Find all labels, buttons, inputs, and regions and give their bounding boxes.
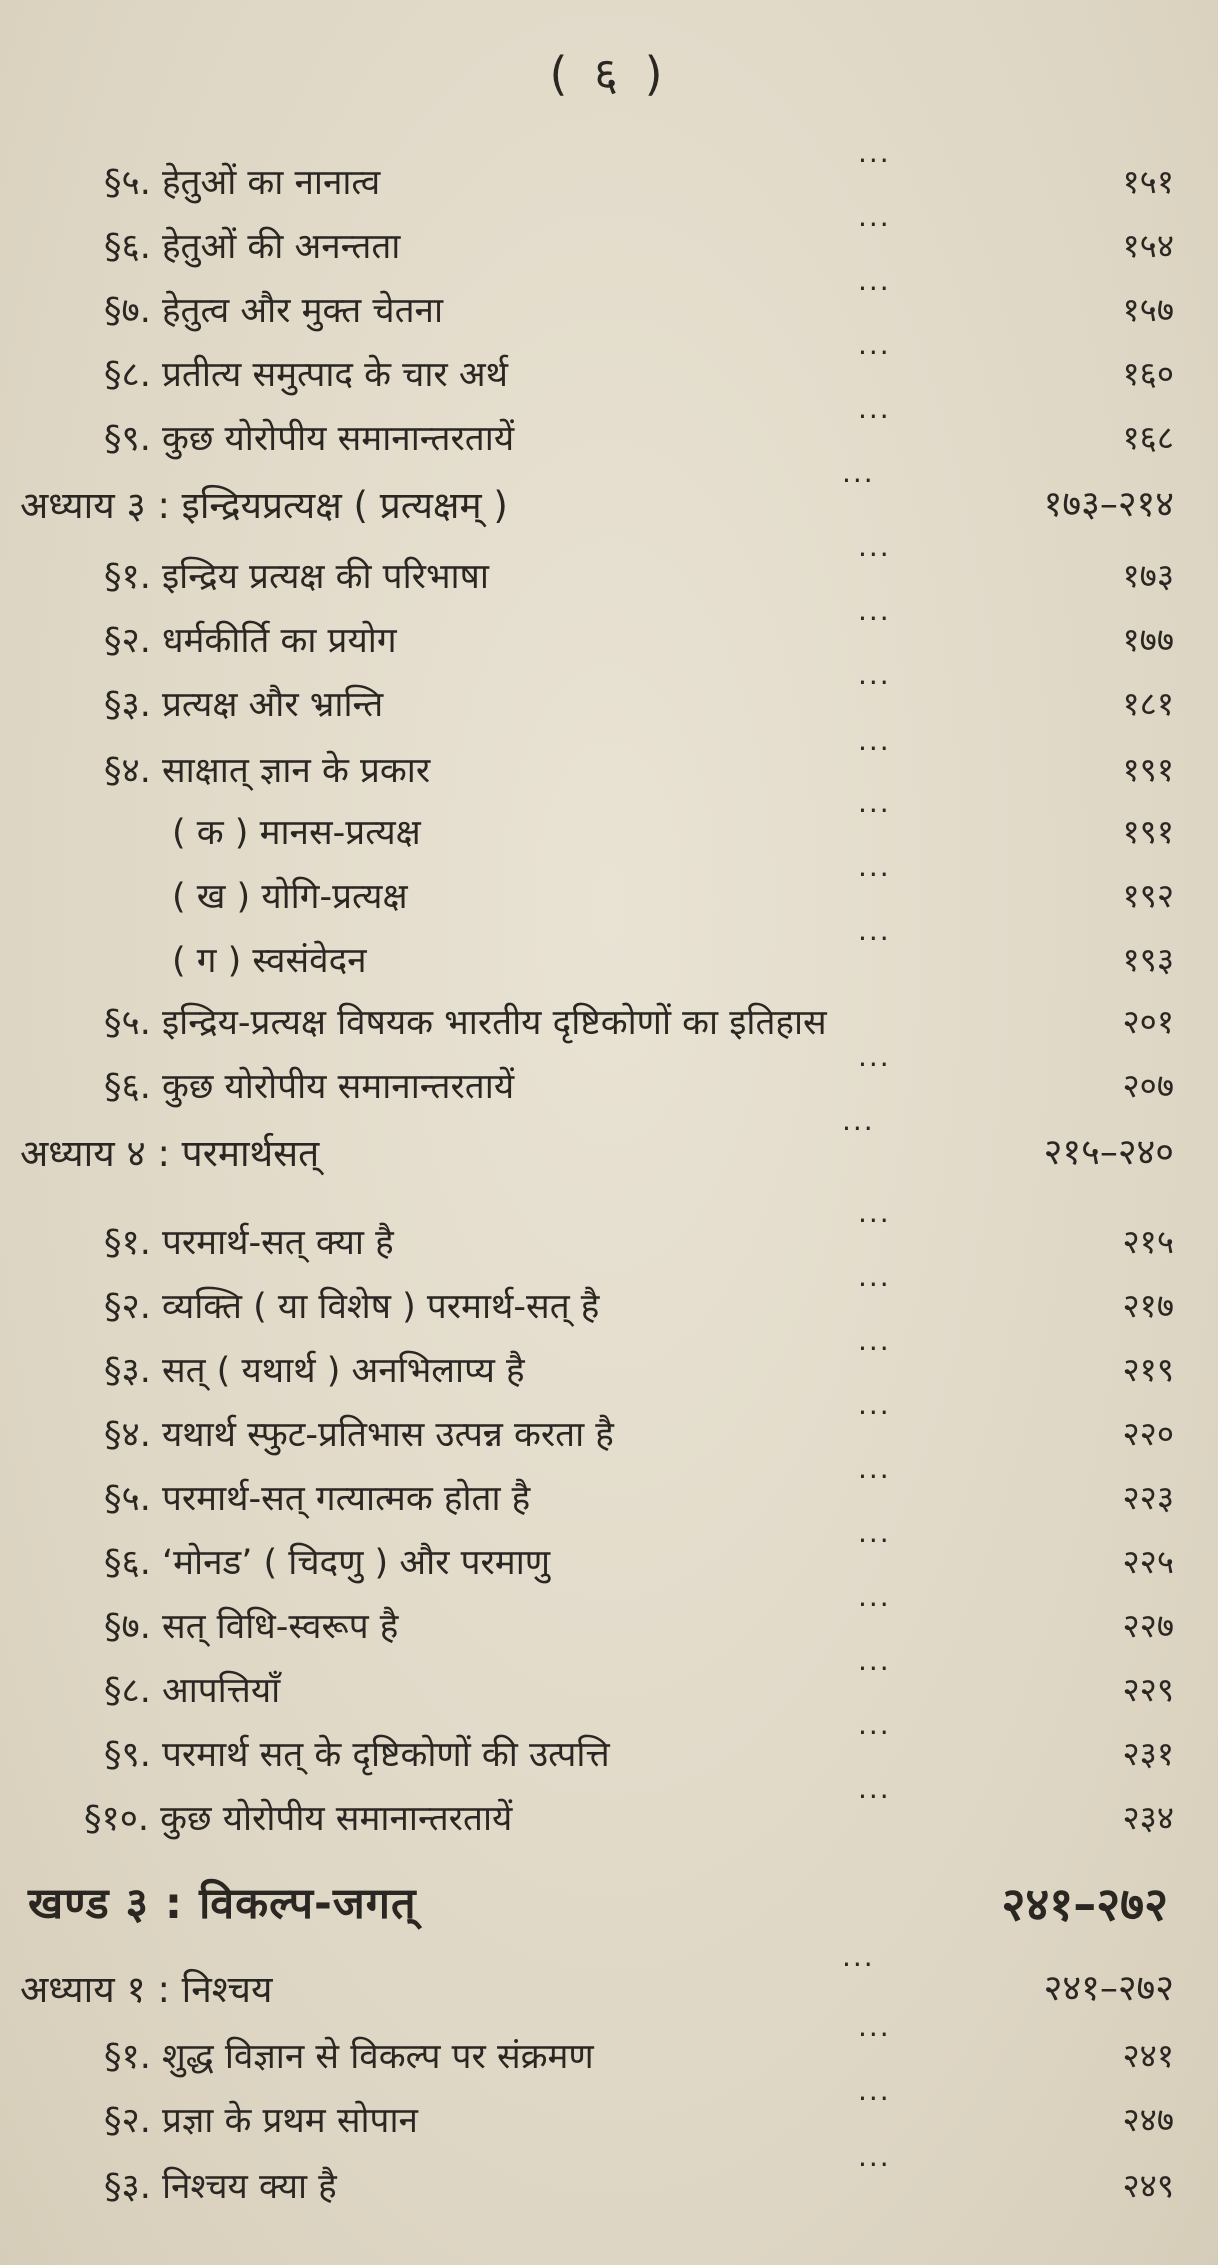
leader-dots: ··· <box>858 1460 891 1493</box>
toc-entry-label: §२. धर्मकीर्ति का प्रयोग <box>104 621 397 661</box>
toc-entry-label: अध्याय ४ : परमार्थसत् <box>20 1132 320 1175</box>
toc-entry <box>0 1872 1218 1931</box>
toc-entry <box>0 336 1218 406</box>
toc-entry <box>0 998 1218 1054</box>
toc-entry <box>0 732 1218 802</box>
toc-entry-label: §८. आपत्तियाँ <box>104 1671 281 1711</box>
toc-entry-label: §६. हेतुओं की अनन्तता <box>104 227 401 267</box>
toc-entry-label: ( क ) मानस-प्रत्यक्ष <box>172 813 421 853</box>
page-ref: २३४ <box>1122 1798 1174 1837</box>
toc-entry-label: §१०. कुछ योरोपीय समानान्तरतायें <box>84 1799 513 1839</box>
leader-dots: ··· <box>858 1588 891 1621</box>
toc-entry <box>0 464 1218 534</box>
page-ref: १९२ <box>1122 876 1174 915</box>
page-ref: २४९ <box>1122 2166 1174 2205</box>
toc-entry <box>0 858 1218 928</box>
leader-dots: ··· <box>858 144 891 177</box>
page-ref: २४१–२७२ <box>1043 1968 1174 2009</box>
leader-dots: ··· <box>858 602 891 635</box>
toc-entry-label: §६. ‘मोनड’ ( चिदणु ) और परमाणु <box>104 1543 551 1583</box>
leader-dots: ··· <box>858 922 891 955</box>
leader-dots: ··· <box>858 538 891 571</box>
page-ref: २२० <box>1122 1414 1174 1453</box>
toc-entry <box>0 208 1218 278</box>
leader-dots: ··· <box>842 1112 875 1145</box>
toc-entry <box>0 602 1218 672</box>
page-ref: १७३–२१४ <box>1043 484 1174 525</box>
toc-entry-label: अध्याय १ : निश्चय <box>20 1968 273 2011</box>
toc-entry <box>0 1588 1218 1658</box>
page-ref: १७७ <box>1122 620 1174 659</box>
toc-entry <box>0 1204 1218 1274</box>
leader-dots: ··· <box>858 1780 891 1813</box>
toc-entry-label: §५. इन्द्रिय-प्रत्यक्ष विषयक भारतीय दृष्टिकोणों का इतिहास <box>104 1003 827 1043</box>
leader-dots: ··· <box>858 208 891 241</box>
leader-dots: ··· <box>858 794 891 827</box>
toc-entry-label: §२. प्रज्ञा के प्रथम सोपान <box>104 2101 418 2141</box>
toc-entry-label: §९. कुछ योरोपीय समानान्तरतायें <box>104 419 515 459</box>
page-ref: १६८ <box>1122 418 1174 457</box>
leader-dots: ··· <box>858 1048 891 1081</box>
toc-entry-label: §२. व्यक्ति ( या विशेष ) परमार्थ-सत् है <box>104 1287 600 1327</box>
page-ref: १८१ <box>1122 684 1174 723</box>
leader-dots: ··· <box>858 732 891 765</box>
page-ref: २१५ <box>1122 1222 1174 1261</box>
leader-dots: ··· <box>858 666 891 699</box>
leader-dots: ··· <box>858 1268 891 1301</box>
leader-dots: ··· <box>858 1204 891 1237</box>
toc-entry <box>0 144 1218 214</box>
toc-entry <box>0 1652 1218 1722</box>
toc-entry-label: §५. हेतुओं का नानात्व <box>104 163 381 203</box>
leader-dots: ··· <box>842 464 875 497</box>
page-ref: २१७ <box>1122 1286 1174 1325</box>
toc-entry <box>0 1332 1218 1402</box>
page-ref: २४१ <box>1122 2036 1174 2075</box>
toc-entry-label: §४. साक्षात् ज्ञान के प्रकार <box>104 751 431 791</box>
leader-dots: ··· <box>858 2082 891 2115</box>
leader-dots: ··· <box>858 1716 891 1749</box>
page-number: ( ६ ) <box>549 47 669 101</box>
page-ref: १६० <box>1122 354 1174 393</box>
leader-dots: ··· <box>842 1948 875 1981</box>
page-ref: २२७ <box>1122 1606 1174 1645</box>
page-ref: २२५ <box>1122 1542 1174 1581</box>
leader-dots: ··· <box>858 400 891 433</box>
page-ref: २२३ <box>1122 1478 1174 1517</box>
toc-entry <box>0 1396 1218 1466</box>
toc-entry-label: §५. परमार्थ-सत् गत्यात्मक होता है <box>104 1479 531 1519</box>
toc-entry <box>0 1780 1218 1850</box>
toc-entry <box>0 1268 1218 1338</box>
toc-entry-label: §१. इन्द्रिय प्रत्यक्ष की परिभाषा <box>104 557 489 597</box>
toc-entry-label: §६. कुछ योरोपीय समानान्तरतायें <box>104 1067 515 1107</box>
leader-dots: ··· <box>858 1396 891 1429</box>
page-ref: १७३ <box>1122 556 1174 595</box>
toc-entry <box>0 1524 1218 1594</box>
leader-dots: ··· <box>858 1332 891 1365</box>
page-ref: २२९ <box>1122 1670 1174 1709</box>
leader-dots: ··· <box>858 336 891 369</box>
toc-entry-label: §७. सत् विधि-स्वरूप है <box>104 1607 399 1647</box>
toc-entry-label: §१. परमार्थ-सत् क्या है <box>104 1223 394 1263</box>
page-ref: २१९ <box>1122 1350 1174 1389</box>
toc-entry <box>0 1948 1218 2018</box>
toc-entry-label: §३. निश्चय क्या है <box>104 2167 337 2207</box>
toc-entry-label: §३. प्रत्यक्ष और भ्रान्ति <box>104 685 384 725</box>
toc-entry <box>0 2082 1218 2152</box>
toc-entry <box>0 1048 1218 1118</box>
toc-entry <box>0 666 1218 736</box>
toc-entry <box>0 922 1218 992</box>
toc-entry-label: ( ग ) स्वसंवेदन <box>172 941 367 981</box>
leader-dots: ··· <box>858 1524 891 1557</box>
toc-entry-label: §३. सत् ( यथार्थ ) अनभिलाप्य है <box>104 1351 525 1391</box>
page-ref: २०७ <box>1122 1066 1174 1105</box>
leader-dots: ··· <box>858 1652 891 1685</box>
toc-entry-label: §९. परमार्थ सत् के दृष्टिकोणों की उत्पत्ति <box>104 1735 610 1775</box>
toc-entry-label: §८. प्रतीत्य समुत्पाद के चार अर्थ <box>104 355 508 395</box>
toc-entry-label: §४. यथार्थ स्फुट-प्रतिभास उत्पन्न करता है <box>104 1415 614 1455</box>
toc-entry <box>0 400 1218 470</box>
toc-entry-label: खण्ड ३ : विकल्प-जगत् <box>28 1879 417 1929</box>
page-ref: १५४ <box>1122 226 1174 265</box>
page-ref: १५१ <box>1122 162 1174 201</box>
toc-entry <box>0 2148 1218 2218</box>
page-ref: २०१ <box>1122 1002 1174 1041</box>
page-ref: २३१ <box>1122 1734 1174 1773</box>
page-ref: १५७ <box>1122 290 1174 329</box>
toc-entry-label: अध्याय ३ : इन्द्रियप्रत्यक्ष ( प्रत्यक्षम् ) <box>20 484 508 527</box>
toc-entry <box>0 538 1218 608</box>
toc-entry <box>0 2018 1218 2088</box>
toc-entry <box>0 1460 1218 1530</box>
toc-entry <box>0 272 1218 342</box>
leader-dots: ··· <box>858 858 891 891</box>
leader-dots: ··· <box>858 2018 891 2051</box>
toc-entry <box>0 1716 1218 1786</box>
toc-entry-label: §७. हेतुत्व और मुक्त चेतना <box>104 291 444 331</box>
page-ref: २१५–२४० <box>1043 1132 1174 1173</box>
page-ref: २४१–२७२ <box>1001 1877 1168 1931</box>
toc-entry <box>0 794 1218 864</box>
page-ref: १९१ <box>1122 812 1174 851</box>
page-ref: २४७ <box>1122 2100 1174 2139</box>
toc-entry-label: §१. शुद्ध विज्ञान से विकल्प पर संक्रमण <box>104 2037 594 2077</box>
page-ref: १९१ <box>1122 750 1174 789</box>
page-ref: १९३ <box>1122 940 1174 979</box>
toc-entry <box>0 1112 1218 1182</box>
leader-dots: ··· <box>858 272 891 305</box>
leader-dots: ··· <box>858 2148 891 2181</box>
toc-entry-label: ( ख ) योगि-प्रत्यक्ष <box>172 877 408 917</box>
